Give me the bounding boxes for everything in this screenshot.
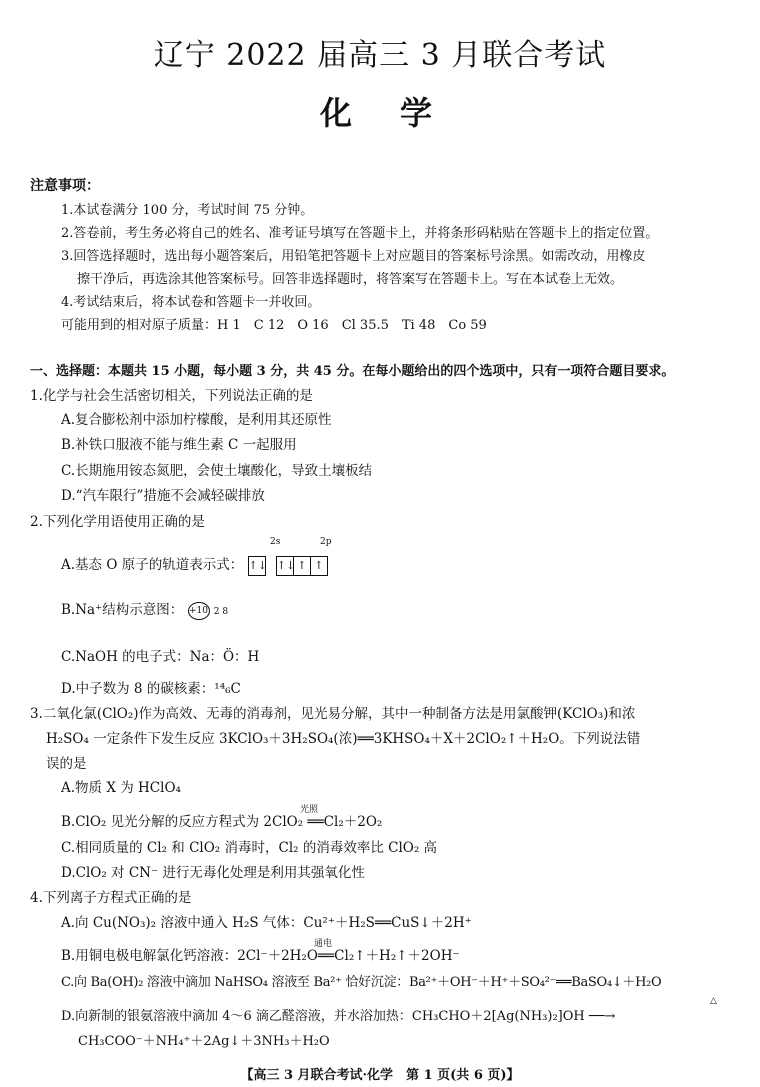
q1-option-a: A.复合膨松剂中添加柠檬酸，是利用其还原性 bbox=[61, 412, 332, 428]
q4-option-b: B.用铜电极电解氯化钙溶液：2Cl⁻＋2H₂O══Cl₂↑＋H₂↑＋2OH⁻ bbox=[61, 948, 460, 964]
q4-d-condition: △ bbox=[710, 996, 717, 1006]
q2-stem: 2.下列化学用语使用正确的是 bbox=[30, 514, 205, 530]
orbital-2p-label: 2p bbox=[320, 537, 332, 547]
q4-b-condition: 通电 bbox=[314, 939, 333, 949]
q3-stem-line1: 3.二氧化氯(ClO₂)作为高效、无毒的消毒剂，见光易分解，其中一种制备方法是用氯酸钾(KClO₃)和浓 bbox=[30, 706, 636, 722]
q4-option-d-cont: CH₃COO⁻＋NH₄⁺＋2Ag↓＋3NH₃＋H₂O bbox=[78, 1034, 330, 1049]
q4-stem: 4.下列离子方程式正确的是 bbox=[30, 890, 192, 906]
q2-option-b bbox=[61, 598, 228, 620]
q3-option-b: B.ClO₂ 见光分解的反应方程式为 2ClO₂ ══Cl₂＋2O₂ bbox=[61, 814, 383, 830]
orbital-2s-box bbox=[248, 556, 266, 576]
q1-stem: 1.化学与社会生活密切相关，下列说法正确的是 bbox=[30, 388, 313, 404]
notice-item-1: 1.本试卷满分 100 分，考试时间 75 分钟。 bbox=[61, 203, 314, 218]
orbital-2s-cell: ↑↓ bbox=[248, 558, 267, 572]
q3-b-condition: 光照 bbox=[300, 805, 319, 815]
notice-item-3: 3.回答选择题时，选出每小题答案后，用铅笔把答题卡上对应题目的答案标号涂黑。如需改动，用橡皮 bbox=[61, 249, 646, 264]
orbital-2p-cell: ↑↓ bbox=[277, 557, 294, 575]
notice-item-4: 4.考试结束后，将本试卷和答题卡一并收回。 bbox=[61, 295, 321, 310]
q3-option-c: C.相同质量的 Cl₂ 和 ClO₂ 消毒时，Cl₂ 的消毒效率比 ClO₂ 高 bbox=[61, 840, 438, 856]
q2-option-c: C.NaOH 的电子式：Na：Ö：H bbox=[61, 649, 260, 665]
notice-item-2: 2.答卷前，考生务必将自己的姓名、准考证号填写在答题卡上，并将条形码粘贴在答题卡上的指定位置。 bbox=[61, 226, 659, 241]
exam-title: 辽宁 2022 届高三 3 月联合考试 bbox=[153, 38, 607, 73]
na-nucleus: +10 bbox=[188, 602, 210, 620]
orbital-2p-box bbox=[276, 556, 328, 576]
q2-option-b-text: B.Na⁺结构示意图： bbox=[61, 602, 184, 618]
q2-option-d: D.中子数为 8 的碳核素：¹⁴₆C bbox=[61, 681, 241, 697]
q3-option-a: A.物质 X 为 HClO₄ bbox=[61, 780, 181, 796]
q3-option-d: D.ClO₂ 对 CN⁻ 进行无毒化处理是利用其强氧化性 bbox=[61, 865, 365, 881]
q4-option-a: A.向 Cu(NO₃)₂ 溶液中通入 H₂S 气体：Cu²⁺＋H₂S══CuS↓＋2H⁺ bbox=[61, 915, 472, 931]
notice-item-3-cont: 擦干净后，再选涂其他答案标号。回答非选择题时，将答案写在答题卡上。写在本试卷上无效。 bbox=[77, 272, 624, 287]
q3-stem-line3: 误的是 bbox=[46, 756, 87, 772]
section-heading: 一、选择题：本题共 15 小题，每小题 3 分，共 45 分。在每小题给出的四个选项中，只有一项符合题目要求。 bbox=[30, 364, 675, 379]
q3-stem-line2: H₂SO₄ 一定条件下发生反应 3KClO₃＋3H₂SO₄(浓)══3KHSO₄＋X＋2ClO₂↑＋H₂O。下列说法错 bbox=[46, 731, 641, 747]
atomic-masses: 可能用到的相对原子质量：H 1 C 12 O 16 Cl 35.5 Ti 48 Co 59 bbox=[61, 318, 487, 333]
q1-option-b: B.补铁口服液不能与维生素 C 一起服用 bbox=[61, 437, 297, 453]
q1-option-d: D.“汽车限行”措施不会减轻碳排放 bbox=[61, 488, 265, 504]
orbital-2p-cell: ↑ bbox=[314, 558, 324, 572]
notice-heading: 注意事项： bbox=[30, 178, 100, 194]
orbital-2s-label: 2s bbox=[270, 537, 281, 547]
na-shells: 2 8 bbox=[213, 607, 229, 617]
q4-option-c: C.向 Ba(OH)₂ 溶液中滴加 NaHSO₄ 溶液至 Ba²⁺ 恰好沉淀：Ba²⁺＋OH⁻＋H⁺＋SO₄²⁻══BaSO₄↓＋H₂O bbox=[61, 975, 662, 990]
q2-option-a bbox=[61, 553, 328, 576]
q1-option-c: C.长期施用铵态氮肥，会使土壤酸化，导致土壤板结 bbox=[61, 463, 373, 479]
q4-option-d: D.向新制的银氨溶液中滴加 4～6 滴乙醛溶液，并水浴加热：CH₃CHO＋2[Ag(NH₃)₂]OH ──→ bbox=[61, 1009, 616, 1024]
orbital-2p-cell: ↑ bbox=[294, 557, 311, 575]
page-footer: 【高三 3 月联合考试·化学 第 1 页(共 6 页)】 bbox=[240, 1068, 520, 1083]
q2-option-a-text: A.基态 O 原子的轨道表示式： bbox=[61, 557, 244, 573]
subject-title: 化学 bbox=[319, 94, 480, 132]
